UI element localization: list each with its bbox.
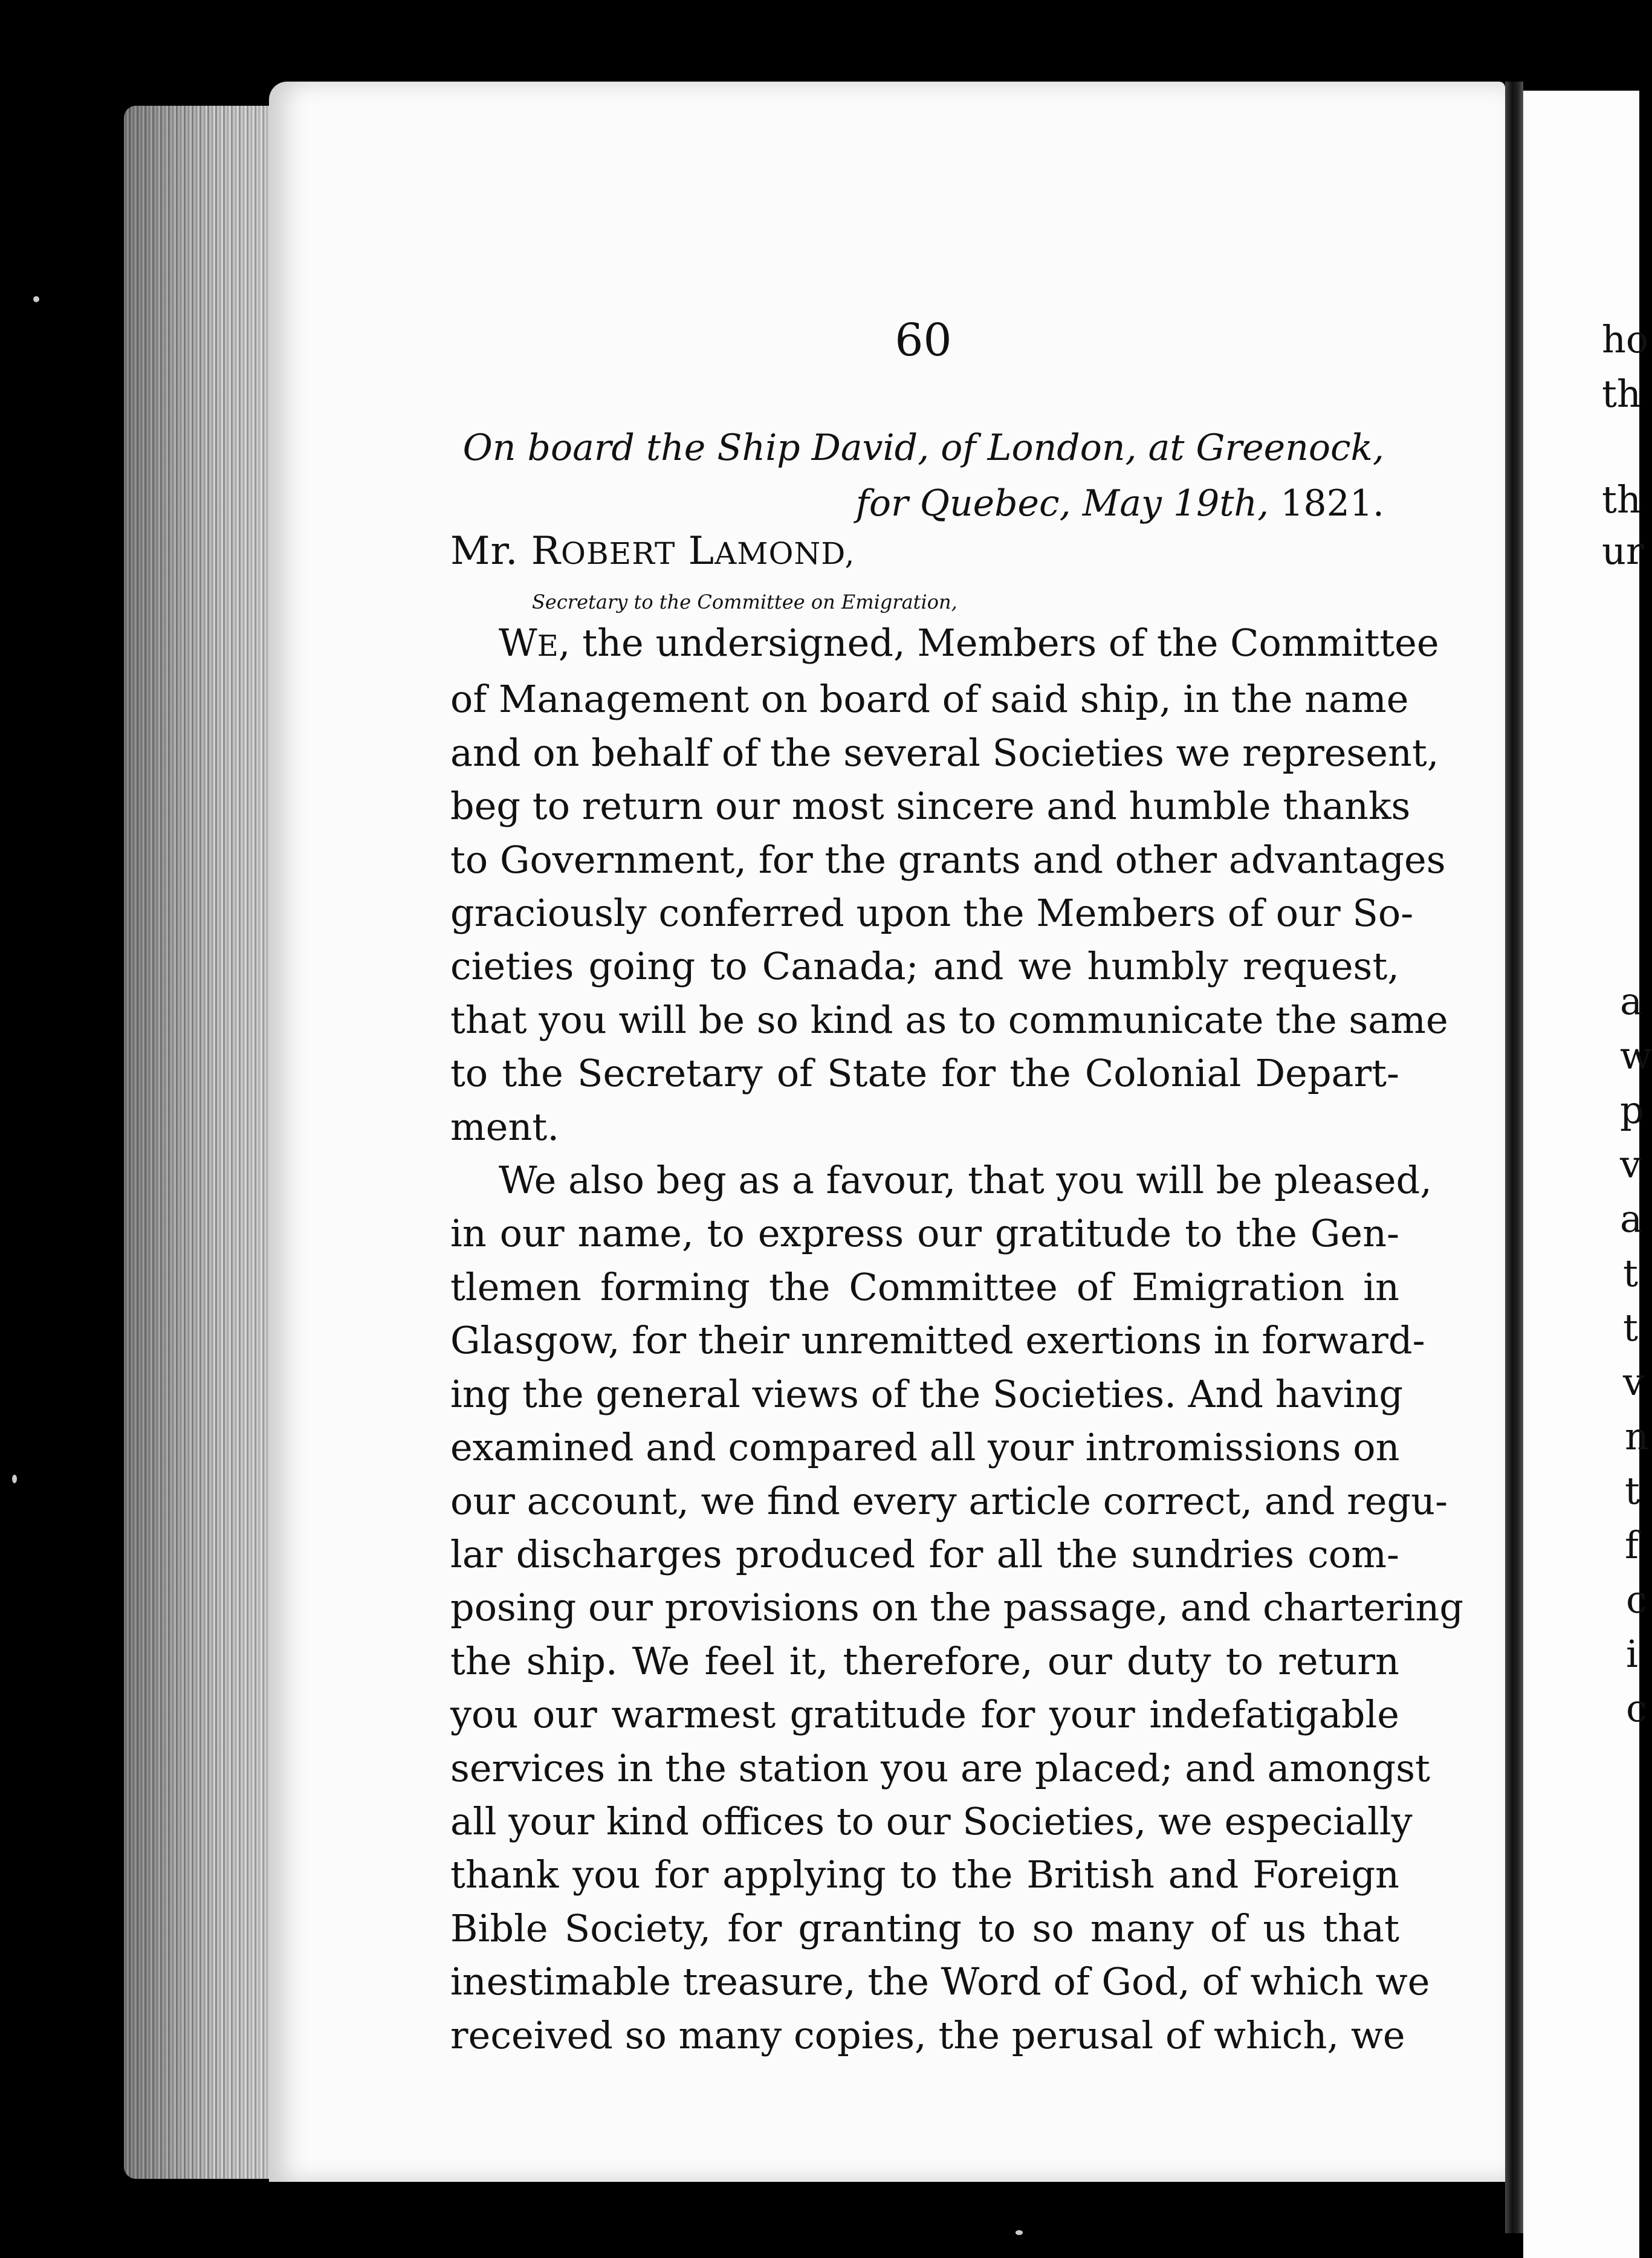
paragraph-1-line: to Government, for the grants and other advantages [450,837,1446,882]
paragraph-2-line: Bible Society, for granting to so many of us that [450,1906,1399,1950]
facing-fragment: t [1623,1251,1638,1295]
paragraph-1-line: cieties going to Canada; and we humbly request, [450,944,1399,989]
dust-speck [1015,2230,1023,2235]
salutation-name1: OBERT [560,536,676,571]
line-text: , the undersigned, Members of the Committee [558,621,1439,665]
facing-fragment: a [1620,1197,1642,1241]
paragraph-1-line: ment. [450,1104,560,1149]
paragraph-2-line: all your kind offices to our Societies, we especially [450,1799,1413,1843]
paragraph-1-line-1 [450,616,1439,673]
facing-fragment: ho [1602,317,1649,361]
we-small: E [537,629,559,663]
dust-speck [12,1475,17,1483]
paragraph-1-line: graciously conferred upon the Members of our So- [450,891,1414,936]
paragraph-2-line: We also beg as a favour, that you will be pleased, [499,1158,1432,1203]
dateline-place-date: for Quebec, May 19th, [855,482,1281,525]
paragraph-2-line: tlemen forming the Committee of Emigration in [450,1264,1399,1309]
paragraph-2-line: lar discharges produced for all the sundries com- [450,1532,1399,1576]
facing-fragment: th [1602,477,1641,522]
facing-page [1523,91,1652,2258]
book-page [269,82,1505,2182]
facing-fragment: t [1625,1469,1640,1513]
facing-fragment: c [1626,1686,1647,1730]
paragraph-1-line: to the Secretary of State for the Colonial Depart- [450,1051,1399,1096]
we-cap: W [499,621,537,665]
letter-body [450,616,1464,2062]
paragraph-2-line: posing our provisions on the passage, and chartering [450,1585,1464,1630]
facing-fragment: v [1623,1360,1645,1404]
salutation-name2: AMOND, [714,536,855,571]
facing-fragment: v [1620,1142,1642,1186]
paragraph-2-line: the ship. We feel it, therefore, our duty to return [450,1639,1399,1683]
facing-fragment: ur [1602,529,1644,573]
paragraph-2-line: thank you for applying to the British and Foreign [450,1852,1399,1897]
dust-speck [33,296,39,302]
drop-we [499,621,559,665]
facing-fragment: f [1625,1523,1639,1567]
book-gutter [1505,82,1523,2233]
paragraph-2-line: ing the general views of the Societies. And having [450,1371,1404,1416]
facing-fragment: w [1620,1034,1652,1078]
paragraph-1-line: that you will be so kind as to communicate the same [450,997,1448,1042]
salutation [450,529,855,574]
paragraph-2-line: Glasgow, for their unremitted exertions in forward- [450,1318,1425,1363]
paragraph-1-line: and on behalf of the several Societies we represent, [450,730,1439,775]
paragraph-1-line: beg to return our most sincere and humble thanks [450,784,1411,829]
facing-fragment: th [1602,372,1641,416]
facing-fragment: p [1620,1088,1644,1132]
salutation-space: L [675,529,715,574]
facing-fragment: i [1626,1632,1638,1676]
recipient-role: Secretary to the Committee on Emigration, [532,590,957,613]
paragraph-1-line: of Management on board of said ship, in the name [450,677,1409,722]
paragraph-2-line: in our name, to express our gratitude to the Gen- [450,1211,1399,1256]
dateline-line-1: On board the Ship David, of London, at Greenock, [462,427,1384,469]
facing-fragment: t [1623,1305,1638,1350]
paragraph-2-line: inestimable treasure, the Word of God, of which we [450,1959,1430,2004]
page-number: 60 [895,314,952,366]
paragraph-2-line: examined and compared all your intromissions on [450,1425,1400,1470]
fore-edge-shadow [124,106,281,2179]
dateline-year: 1821. [1280,482,1384,525]
salutation-prefix: Mr. R [450,529,561,574]
paragraph-2-line: services in the station you are placed; and amongst [450,1745,1430,1790]
facing-fragment: n [1625,1414,1649,1458]
dateline-line-2 [463,476,1384,531]
dateline [463,420,1384,531]
facing-fragment: c [1626,1577,1647,1622]
paragraph-2-line: received so many copies, the perusal of which, we [450,2013,1405,2057]
paragraph-2-line: you our warmest gratitude for your indefatigable [450,1692,1399,1737]
facing-fragment: a [1620,979,1642,1023]
paragraph-2-line: our account, we find every article correct, and regu- [450,1478,1448,1523]
